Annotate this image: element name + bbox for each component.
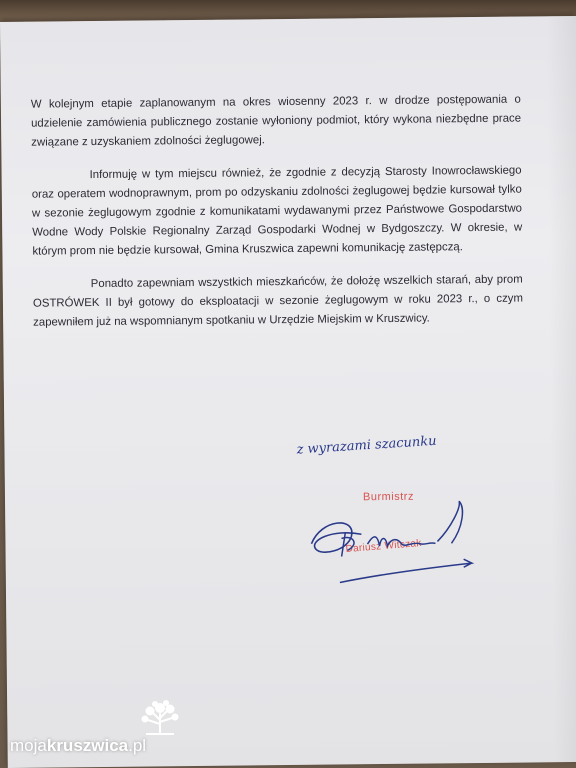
watermark-text (10, 736, 146, 756)
watermark-suffix: .pl (128, 736, 147, 755)
watermark-prefix: moja (10, 736, 47, 755)
stamp-title: Burmistrz (362, 490, 415, 504)
stamp-name: Dariusz Witczak (345, 537, 423, 556)
paragraph-2: Informuję w tym miejscu również, że zgodnie z decyzją Starosty Inowrocławskiego oraz operatem wodnoprawnym, prom po odzyskaniu zdolności żeglugowej będzie kursował tylko w sezonie żeglugowym zgodnie z komunikatami wydawanymi przez Państwowe Gospodarstwo Wodne Wody Polskie Regionalny Zarząd Gospodarki Wodnej w Bydgoszczy. W okresie, w którym prom nie będzie kursował, Gmina Kruszwica zapewni komunikację zastępczą. (31, 164, 523, 258)
paragraph-3: Ponadto zapewniam wszystkich mieszkańców, że dołożę wszelkich starań, aby prom OSTRÓWEK II był gotowy do eksploatacji w sezonie żeglugowym w roku 2023 r., o czym zapewniłem już na wspomnianym spotkaniu w Urzędzie Miejskim w Kruszwicy. (32, 273, 523, 329)
letter-body (31, 91, 524, 347)
letter-page (0, 16, 576, 768)
closing-salutation: z wyrazami szacunku (296, 433, 437, 458)
tree-icon (138, 700, 182, 736)
handwritten-signature (301, 497, 482, 589)
watermark-brand: kruszwica (46, 736, 129, 755)
site-watermark (10, 700, 210, 760)
paragraph-1: W kolejnym etapie zaplanowanym na okres wiosenny 2023 r. w drodze postępowania o udzielenie zamówienia publicznego zostanie wyłoniony podmiot, który wykona niezbędne prace związane z uzyskaniem zdolności żeglugowej. (30, 93, 522, 149)
